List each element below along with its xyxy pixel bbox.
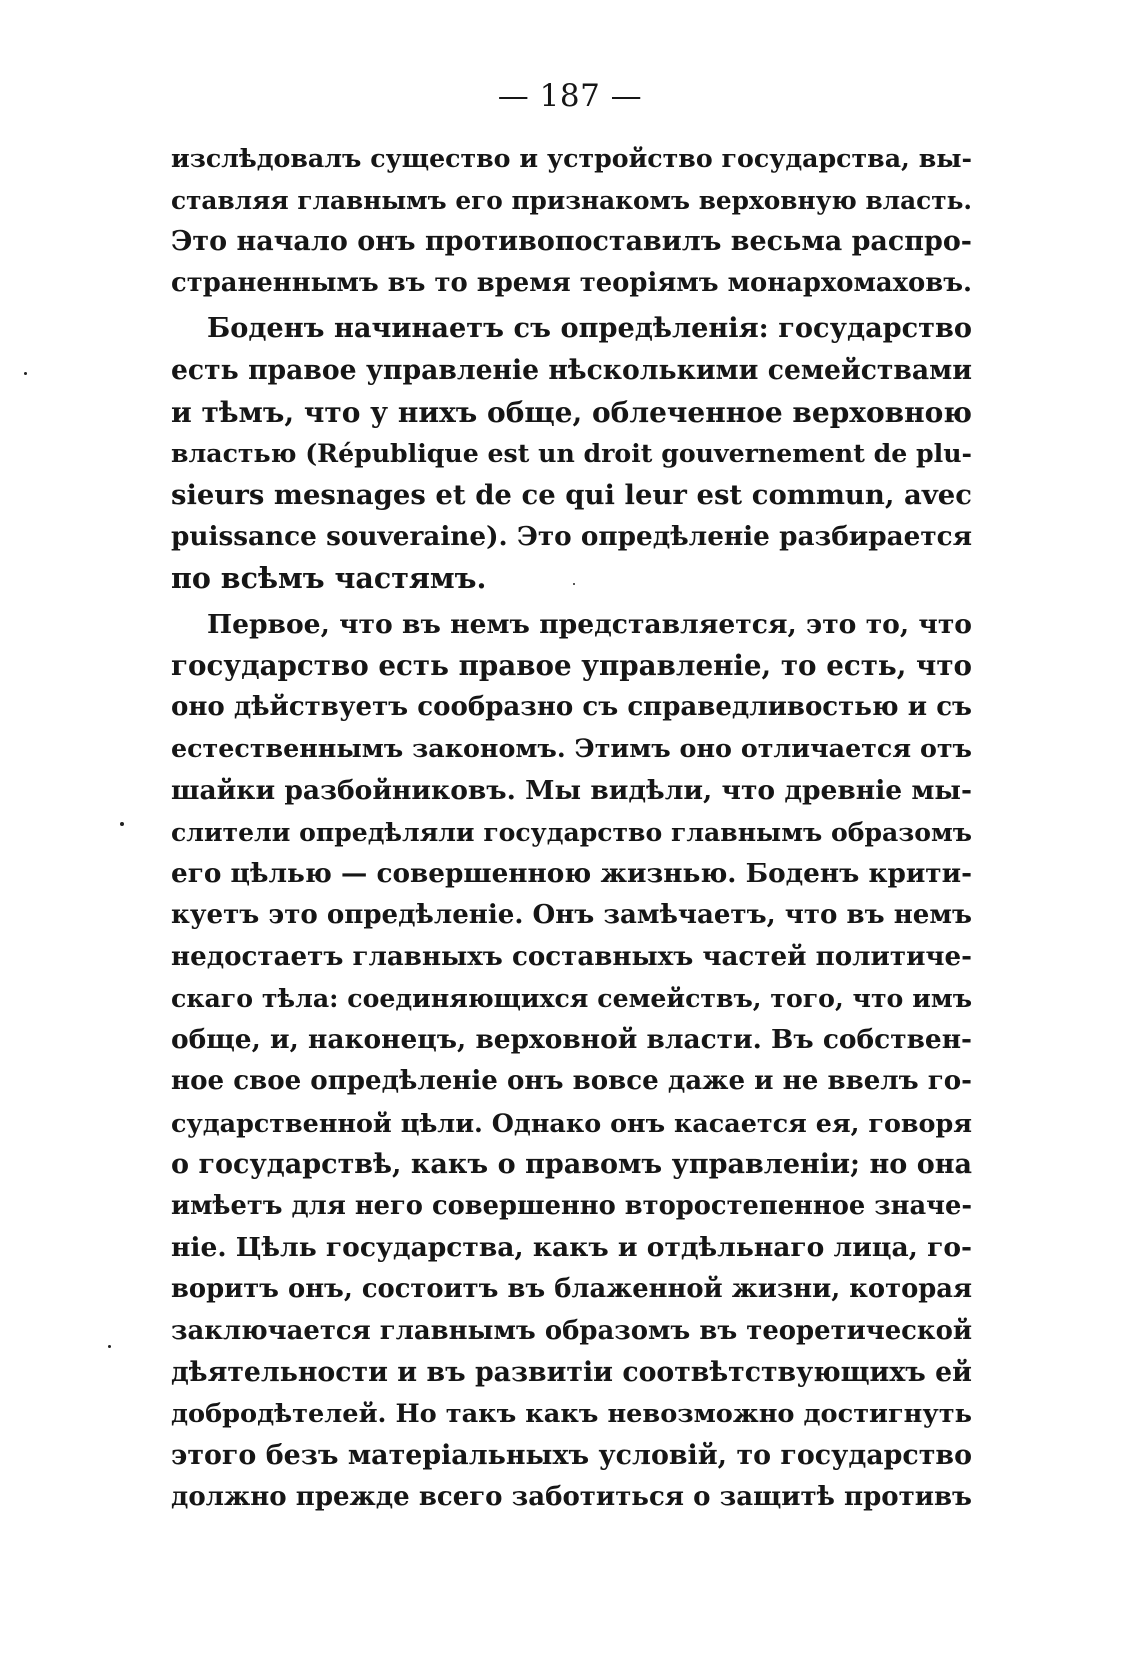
text-line: sieurs mesnages et de ce qui leur est commun, avec bbox=[171, 478, 972, 511]
text-line: puissance souveraine). Это опредѣленіе разбирается bbox=[171, 521, 972, 553]
text-line: слители опредѣляли государство главнымъ образомъ bbox=[171, 816, 972, 847]
text-line: его цѣлью — совершенною жизнью. Боденъ крити- bbox=[171, 858, 972, 890]
text-line: добродѣтелей. Но такъ какъ невозможно достигнуть bbox=[171, 1398, 972, 1429]
scan-speck bbox=[108, 1345, 111, 1348]
text-line: должно прежде всего заботиться о защитѣ противъ bbox=[171, 1482, 972, 1512]
text-line: ставляя главнымъ его признакомъ верховную власть. bbox=[171, 185, 972, 215]
body-text bbox=[171, 138, 972, 1519]
scan-speck bbox=[120, 822, 124, 826]
text-line: и тѣмъ, что у нихъ обще, облеченное верховною bbox=[171, 395, 972, 429]
text-line: Это начало онъ противопоставилъ весьма распро- bbox=[171, 226, 972, 258]
page-number: — 187 — bbox=[497, 78, 643, 114]
text-line: по всѣмъ частямъ. bbox=[171, 560, 487, 595]
text-line: этого безъ матеріальныхъ условій, то государство bbox=[171, 1440, 972, 1472]
text-line: воритъ онъ, состоитъ въ блаженной жизни, которая bbox=[171, 1274, 972, 1305]
text-line: страненнымъ въ то время теоріямъ монархомаховъ. bbox=[171, 267, 972, 298]
text-line: заключается главнымъ образомъ въ теоретической bbox=[171, 1315, 972, 1346]
text-line: шайки разбойниковъ. Мы видѣли, что древніе мы- bbox=[171, 774, 972, 806]
text-line: имѣетъ для него совершенно второстепенное значе- bbox=[171, 1190, 972, 1221]
text-line: властью (République est un droit gouvernement de plu- bbox=[171, 438, 972, 469]
text-line: ніе. Цѣль государства, какъ и отдѣльнаго лица, го- bbox=[171, 1232, 972, 1264]
scan-speck bbox=[24, 372, 27, 375]
scan-speck bbox=[573, 583, 575, 585]
text-line: есть правое управленіе нѣсколькими семействами bbox=[171, 354, 972, 386]
text-line: государство есть правое управленіе, то есть, что bbox=[171, 649, 972, 683]
text-line: недостаетъ главныхъ составныхъ частей политиче- bbox=[171, 941, 972, 973]
text-line: Первое, что въ немъ представляется, это то, что bbox=[207, 608, 972, 640]
text-line: ное свое опредѣленіе онъ вовсе даже и не ввелъ го- bbox=[171, 1066, 972, 1097]
text-line: оно дѣйствуетъ сообразно съ справедливостью и съ bbox=[171, 691, 972, 722]
text-line: Боденъ начинаетъ съ опредѣленія: государство bbox=[207, 312, 972, 345]
text-line: сударственной цѣли. Однако онъ касается ея, говоря bbox=[171, 1107, 972, 1138]
text-line: естественнымъ закономъ. Этимъ оно отличается отъ bbox=[171, 733, 972, 764]
text-line: изслѣдовалъ существо и устройство государства, вы- bbox=[171, 143, 972, 173]
text-line: куетъ это опредѣленіе. Онъ замѣчаетъ, что въ немъ bbox=[171, 899, 972, 930]
text-line: о государствѣ, какъ о правомъ управленіи; но она bbox=[171, 1149, 972, 1181]
text-line: скаго тѣла: соединяющихся семействъ, того, что имъ bbox=[171, 982, 972, 1013]
text-line: обще, и, наконецъ, верховной власти. Въ собствен- bbox=[171, 1024, 972, 1056]
text-line: дѣятельности и въ развитіи соотвѣтствующихъ ей bbox=[171, 1357, 972, 1389]
